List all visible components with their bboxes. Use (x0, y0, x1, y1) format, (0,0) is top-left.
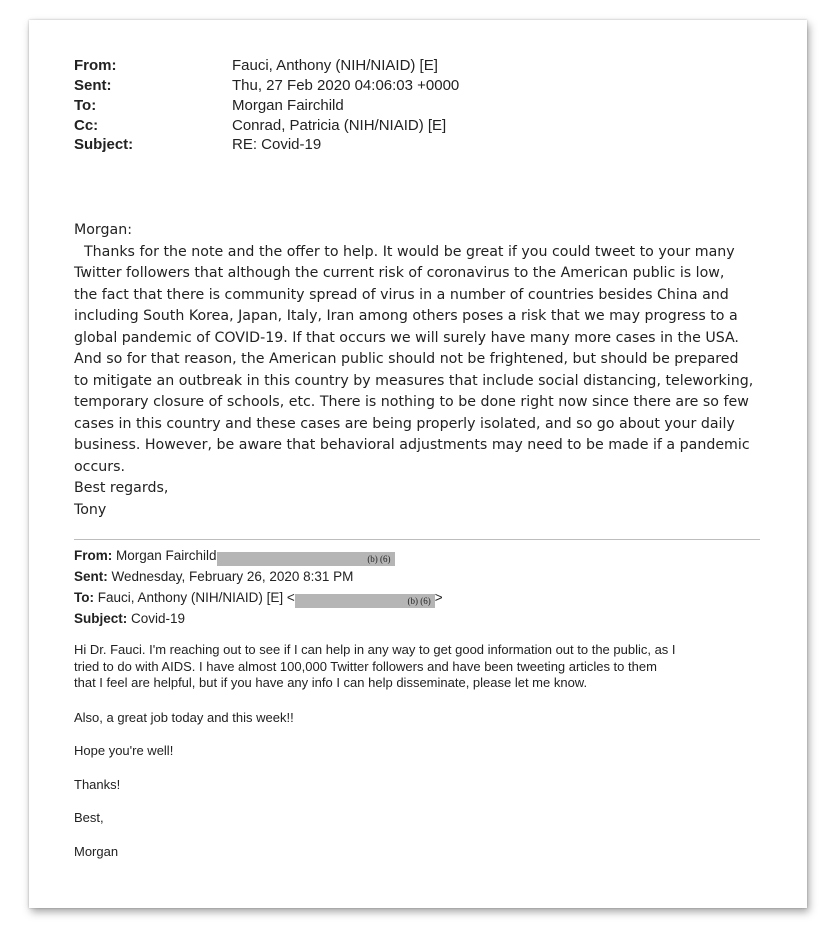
reply-signature: Tony (74, 501, 107, 518)
redaction-code: (b) (6) (407, 596, 431, 606)
cc-value: Conrad, Patricia (NIH/NIAID) [E] (232, 117, 447, 134)
subject-value: RE: Covid-19 (232, 136, 322, 153)
quoted-to-value: Fauci, Anthony (NIH/NIAID) [E] < (97, 590, 295, 605)
reply-line: to mitigate an outbreak in this country by measures that include social distancing, teleworking, (74, 372, 754, 389)
quoted-divider (74, 539, 760, 540)
quoted-subject-value: Covid-19 (131, 611, 186, 626)
quoted-from-row (74, 545, 443, 566)
quoted-subject-row (74, 608, 443, 629)
quoted-line: tried to do with AIDS. I have almost 100,000 Twitter followers and have been tweeting articles to them (74, 658, 657, 674)
redaction-code: (b) (6) (367, 554, 391, 564)
quoted-line: Hi Dr. Fauci. I'm reaching out to see if I can help in any way to get good information out to the public, as I (74, 642, 676, 657)
to-value: Morgan Fairchild (232, 97, 344, 114)
quoted-subject-label: Subject: (74, 611, 128, 626)
sent-label: Sent: (74, 77, 112, 94)
quoted-to-suffix: > (434, 590, 443, 605)
quoted-line-name: Morgan (74, 844, 119, 859)
to-label: To: (74, 97, 97, 114)
reply-line: Thanks for the note and the offer to help. It would be great if you could tweet to your many (84, 243, 735, 260)
from-value: Fauci, Anthony (NIH/NIAID) [E] (232, 57, 438, 74)
redaction-box (295, 594, 435, 608)
quoted-line-thanks: Thanks! (74, 777, 121, 792)
reply-line: the fact that there is community spread of virus in a number of countries besides China and (74, 286, 729, 303)
reply-line: including South Korea, Japan, Italy, Iran among others poses a risk that we may progress to a (74, 308, 738, 324)
reply-salutation: Morgan: (74, 222, 132, 238)
reply-body (74, 220, 774, 521)
reply-line: occurs. (74, 458, 126, 475)
quoted-from-value: Morgan Fairchild (116, 548, 217, 563)
quoted-header (74, 545, 443, 629)
email-document-page (29, 20, 807, 908)
quoted-paragraph (74, 642, 676, 692)
reply-line: cases in this country and these cases are being properly isolated, and so go about your daily (74, 415, 735, 432)
redaction-box (217, 552, 395, 566)
from-label: From: (74, 57, 117, 74)
cc-label: Cc: (74, 117, 99, 134)
quoted-line-best: Best, (74, 810, 104, 825)
quoted-sent-row (74, 566, 443, 587)
quoted-sent-label: Sent: (74, 569, 108, 584)
quoted-from-label: From: (74, 548, 113, 563)
quoted-sent-value: Wednesday, February 26, 2020 8:31 PM (111, 569, 354, 584)
quoted-line-hope: Hope you're well! (74, 743, 174, 758)
reply-closing: Best regards, (74, 480, 169, 496)
quoted-line-also: Also, a great job today and this week!! (74, 710, 294, 725)
reply-line: business. However, be aware that behavioral adjustments may need to be made if a pandemic (74, 437, 750, 453)
sent-value: Thu, 27 Feb 2020 04:06:03 +0000 (232, 77, 460, 94)
reply-line: Twitter followers that although the current risk of coronavirus to the American public is low, (74, 265, 725, 281)
reply-line: global pandemic of COVID-19. If that occurs we will surely have many more cases in the USA. (74, 329, 739, 346)
reply-line: temporary closure of schools, etc. There is nothing to be done right now since there are so few (74, 394, 749, 410)
subject-label: Subject: (74, 136, 134, 153)
quoted-to-row (74, 587, 443, 608)
quoted-line: that I feel are helpful, but if you have any info I can help disseminate, please let me know. (74, 675, 588, 690)
quoted-to-label: To: (74, 590, 94, 605)
reply-line: And so for that reason, the American public should not be frightened, but should be prepared (74, 351, 739, 367)
